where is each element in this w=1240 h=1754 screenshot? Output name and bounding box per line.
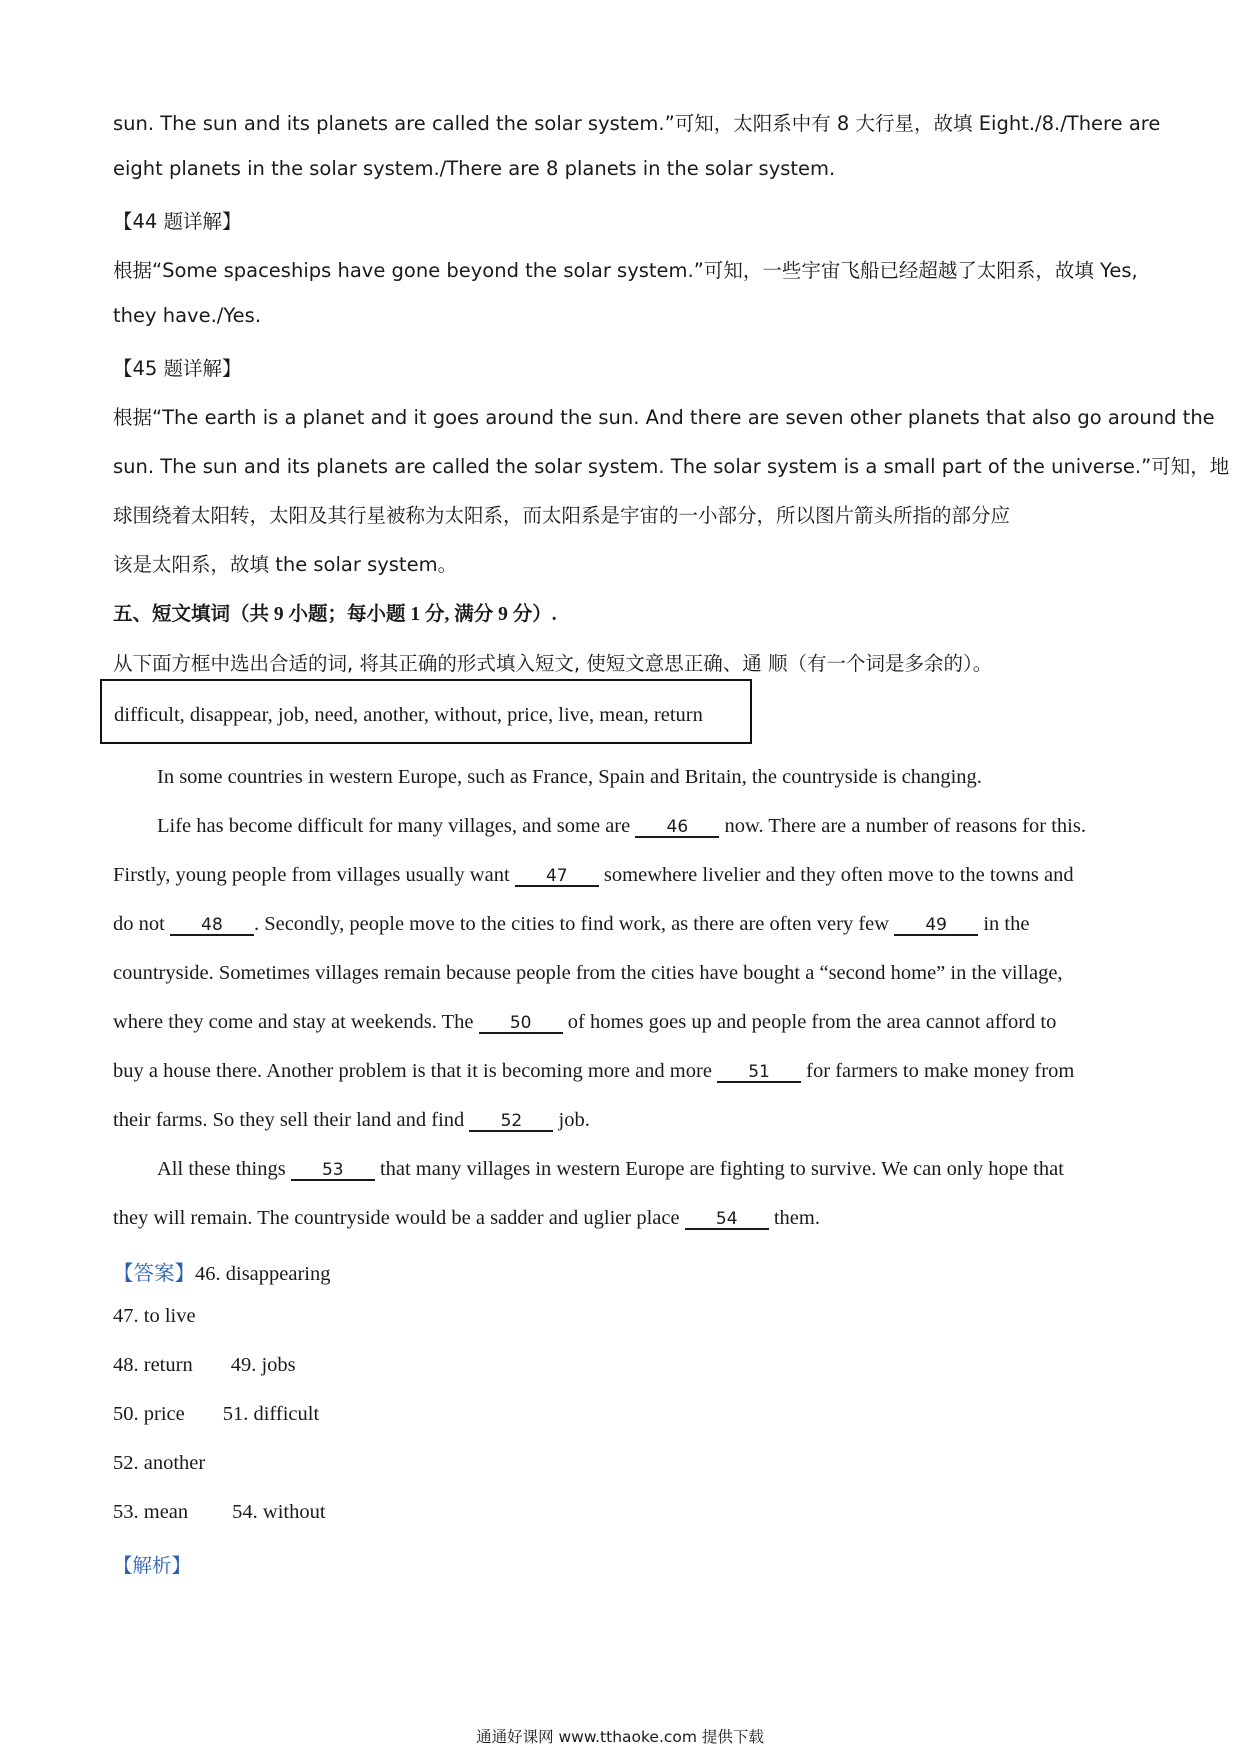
passage-text: of homes goes up and people from the area cannot afford to	[562, 1011, 1057, 1033]
answer-48: 48. return	[113, 1354, 193, 1376]
answer-52: 52. another	[113, 1452, 206, 1474]
passage-text: somewhere livelier and they often move to the towns and	[598, 864, 1074, 886]
passage-line-8	[113, 1109, 590, 1132]
passage-text: do not	[113, 913, 170, 935]
passage-line-6	[113, 1011, 1056, 1034]
page-footer: 通通好课网 www.tthaoke.com 提供下载	[476, 1728, 764, 1746]
q45-line-2: sun. The sun and its planets are called the solar system. The solar system is a small part of the universe.”可知，地	[113, 455, 1230, 478]
q45-heading: 【45 题详解】	[113, 357, 242, 380]
blank-48: 48	[170, 916, 254, 936]
passage-text: for farmers to make money from	[801, 1060, 1075, 1082]
answer-49: 49. jobs	[230, 1354, 296, 1376]
passage-text: now. There are a number of reasons for this.	[719, 815, 1086, 837]
passage-line-4	[113, 913, 1029, 936]
section-5-instruction: 从下面方框中选出合适的词, 将其正确的形式填入短文, 使短文意思正确、通 顺（有一个词是多余的）。	[113, 652, 993, 675]
blank-47: 47	[515, 867, 599, 887]
passage-text: where they come and stay at weekends. The	[113, 1011, 479, 1033]
word-box-text: difficult, disappear, job, need, another, without, price, live, mean, return	[114, 704, 703, 726]
answer-line-50-51	[113, 1403, 319, 1426]
passage-text: in the	[978, 913, 1030, 935]
answer-line-48-49	[113, 1354, 296, 1377]
passage-text: they will remain. The countryside would be a sadder and uglier place	[113, 1207, 685, 1229]
answer-label: 【答案】	[113, 1263, 195, 1285]
blank-49: 49	[894, 916, 978, 936]
answer-53: 53. mean	[113, 1501, 189, 1523]
q45-line-4: 该是太阳系，故填 the solar system。	[113, 553, 458, 576]
answer-line-53-54	[113, 1501, 326, 1524]
q44-line-1: 根据“Some spaceships have gone beyond the solar system.”可知，一些宇宙飞船已经超越了太阳系，故填 Yes,	[113, 259, 1138, 282]
q44-line-2: they have./Yes.	[113, 304, 262, 327]
answer-line-46	[113, 1256, 331, 1286]
prev-answer-line-2: eight planets in the solar system./There are 8 planets in the solar system.	[113, 157, 836, 180]
passage-line-5: countryside. Sometimes villages remain because people from the cities have bought a “second home” in the village,	[113, 962, 1063, 984]
passage-text: . Secondly, people move to the cities to find work, as there are often very few	[253, 913, 895, 935]
answer-54: 54. without	[232, 1501, 326, 1523]
passage-line-2	[157, 815, 1086, 838]
passage-text: job.	[553, 1109, 590, 1131]
prev-answer-line-1: sun. The sun and its planets are called the solar system.”可知，太阳系中有 8 大行星，故填 Eight./8./There are	[113, 112, 1161, 135]
q45-line-3: 球围绕着太阳转，太阳及其行星被称为太阳系，而太阳系是宇宙的一小部分，所以图片箭头所指的部分应	[113, 504, 1011, 527]
passage-text: that many villages in western Europe are fighting to survive. We can only hope that	[374, 1158, 1064, 1180]
blank-50: 50	[479, 1014, 563, 1034]
passage-text: their farms. So they sell their land and find	[113, 1109, 470, 1131]
passage-line-7	[113, 1060, 1074, 1083]
passage-text: them.	[768, 1207, 820, 1229]
q45-line-1: 根据“The earth is a planet and it goes around the sun. And there are seven other planets that also go around the	[113, 406, 1215, 429]
blank-53: 53	[291, 1161, 375, 1181]
blank-54: 54	[685, 1210, 769, 1230]
passage-text: All these things	[157, 1158, 291, 1180]
blank-51: 51	[717, 1063, 801, 1083]
passage-text: Firstly, young people from villages usually want	[113, 864, 515, 886]
section-5-title: 五、短文填词（共 9 小题；每小题 1 分, 满分 9 分）.	[113, 604, 557, 625]
passage-line-3	[113, 864, 1074, 887]
passage-text: Life has become difficult for many villages, and some are	[157, 815, 636, 837]
answer-51: 51. difficult	[222, 1403, 320, 1425]
passage-paragraph-1: In some countries in western Europe, such as France, Spain and Britain, the countryside is changing.	[157, 766, 982, 788]
answer-46: 46. disappearing	[195, 1263, 331, 1285]
passage-text: buy a house there. Another problem is that it is becoming more and more	[113, 1060, 718, 1082]
answer-50: 50. price	[113, 1403, 185, 1425]
passage-line-9	[157, 1158, 1064, 1181]
analysis-label: 【解析】	[113, 1554, 192, 1577]
word-box	[100, 679, 752, 744]
answer-47: 47. to live	[113, 1305, 196, 1327]
blank-46: 46	[635, 818, 719, 838]
passage-line-10	[113, 1207, 820, 1230]
blank-52: 52	[469, 1112, 553, 1132]
q44-heading: 【44 题详解】	[113, 210, 242, 233]
